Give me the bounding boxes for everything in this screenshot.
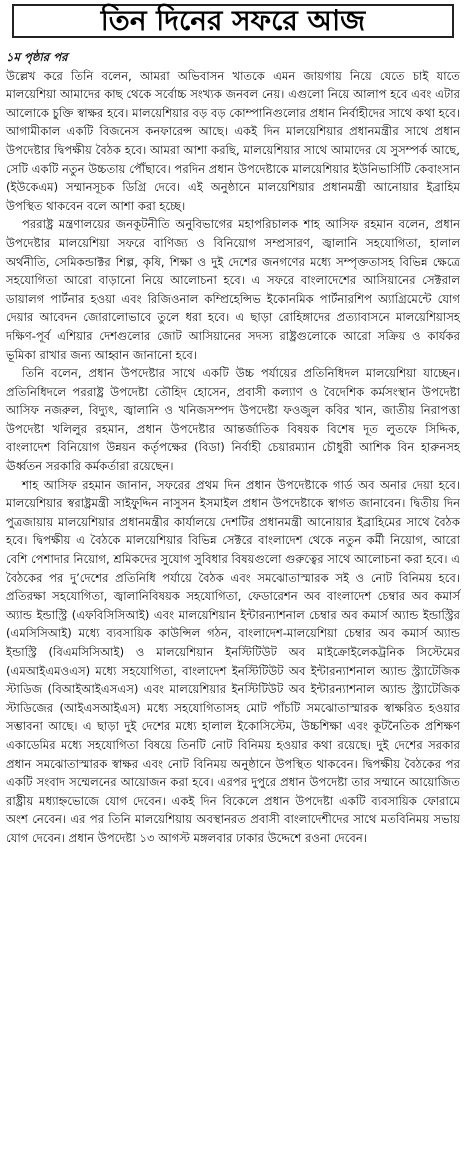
headline: তিন দিনের সফরে আজ <box>100 4 366 37</box>
article-paragraph: তিনি বলেন, প্রধান উপদেষ্টার সাথে একটি উচ্চ পর্যায়ের প্রতিনিধিদল মালয়েশিয়া যাচ্ছেন। প্রতিনিধিদলে পররাষ্ট্র উপদেষ্টা তৌহিদ হোসেন, প্রবাসী কল্যাণ ও বৈদেশিক কর্মসংস্থান উপদেষ্টা আসিফ নজরুল, বিদ্যুৎ, জ্বালানি ও খনিজসম্পদ উপদেষ্টা ফওজুল কবির খান, জাতীয় নিরাপত্তা উপদেষ্টা খলিলুর রহমান, প্রধান উপদেষ্টার আন্তর্জাতিক বিষয়ক বিশেষ দূত লুতফে সিদ্দিক, বাংলাদেশ বিনিয়োগ উন্নয়ন কর্তৃপক্ষের (বিডা) নির্বাহী চেয়ারম্যান চৌধুরী আশিক বিন হারুনসহ ঊর্ধ্বতন সরকারি কর্মকর্তারা রয়েছেন। <box>6 366 460 474</box>
article-paragraph <box>6 48 460 215</box>
paragraph-text: উল্লেখ করে তিনি বলেন, আমরা অভিবাসন খাতকে এমন জায়গায় নিয়ে যেতে চাই যাতে মালয়েশিয়া আমাদের কাছ থেকে সর্বোচ্চ সংখ্যক জনবল নেয়। এগুলো নিয়ে আলাপ হবে এবং এটার আলোকে চুক্তি স্বাক্ষর হবে। মালয়েশিয়ার বড় বড় কোম্পানিগুলোর প্রধান নির্বাহীদের সাথে কথা হবে। আগামীকাল একটি বিজনেস কনফারেন্স আছে। একই দিন মালয়েশিয়ার প্রধানমন্ত্রীর সাথে প্রধান উপদেষ্টার দ্বিপক্ষীয় বৈঠক হবে। আমরা আশা করছি, মালয়েশিয়ার সাথে আমাদের যে সুসম্পর্ক আছে, সেটি একটি নতুন উচ্চতায় পৌঁছাবে। পরদিন প্রধান উপদেষ্টাকে মালয়েশিয়ার ইউনিভার্সিটি কেবাংসান (ইউকেএম) সম্মানসূচক ডিগ্রি দেবে। এই অনুষ্ঠানে মালয়েশিয়ার প্রধানমন্ত্রী আনোয়ার ইব্রাহিম উপস্থিত থাকবেন বলে আশা করা হচ্ছে। <box>6 68 460 213</box>
article-paragraph: পররাষ্ট্র মন্ত্রণালয়ের জনকূটনীতি অনুবিভাগের মহাপরিচালক শাহ আসিফ রহমান বলেন, প্রধান উপদেষ্টার মালয়েশিয়া সফরে বাণিজ্য ও বিনিয়োগ সম্প্রসারণ, জ্বালানি সহযোগিতা, হালাল অর্থনীতি, সেমিকন্ডাক্টর শিল্প, কৃষি, শিক্ষা ও দুই দেশের জনগণের মধ্যে সম্পৃক্ততাসহ বিভিন্ন ক্ষেত্রে সহযোগিতা আরো বাড়ানো নিয়ে আলোচনা হবে। এ সফরে বাংলাদেশের আসিয়ানের সেক্টরাল ডায়ালগ পার্টনার হওয়া এবং রিজিওনাল কম্প্রিহেন্সিভ ইকোনমিক পার্টনারশিপ অ্যাগ্রিমেন্টে যোগ দেয়ার আবেদন জোরালোভাবে তুলে ধরা হবে। এ ছাড়া রোহিঙ্গাদের প্রত্যাবাসনে মালয়েশিয়াসহ দক্ষিণ-পূর্ব এশিয়ার দেশগুলোর জোট আসিয়ানের সদস্য রাষ্ট্রগুলোকে আরো সক্রিয় ও কার্যকর ভূমিকা রাখার জন্য আহ্বান জানানো হবে। <box>6 217 460 362</box>
headline-box <box>12 4 454 38</box>
continued-from-label: ১ম পৃষ্ঠার পর <box>6 50 68 64</box>
article-paragraph: শাহ আসিফ রহমান জানান, সফরের প্রথম দিন প্রধান উপদেষ্টাকে গার্ড অব অনার দেয়া হবে। মালয়েশিয়ার স্বরাষ্ট্রমন্ত্রী সাইফুদ্দিন নাসুসন ইসমাইল প্রধান উপদেষ্টাকে স্বাগত জানাবেন। দ্বিতীয় দিন পুত্রজায়ায় মালয়েশিয়ার প্রধানমন্ত্রীর কার্যালয়ে দেশটির প্রধানমন্ত্রী আনোয়ার ইব্রাহিমের সাথে বৈঠক হবে। দ্বিপক্ষীয় এ বৈঠকে মালয়েশিয়ার বিভিন্ন সেক্টরে বাংলাদেশ থেকে নতুন কর্মী নিয়োগ, আরো বেশি পেশাদার নিয়োগ, শ্রমিকদের সুযোগ সুবিধার বিষয়গুলো গুরুত্বের সাথে আলোচনা করা হবে। এ বৈঠকের পর দু’দেশের প্রতিনিধি পর্যায়ে বৈঠক এবং সমঝোতাস্মারক সই ও নোট বিনিময় হবে। প্রতিরক্ষা সহযোগিতা, জ্বালানিবিষয়ক সহযোগিতা, ফেডারেশন অব বাংলাদেশ চেম্বার অব কমার্স অ্যান্ড ইন্ডাস্ট্রি (এফবিসিসিআই) এবং মালয়েশিয়ান ইন্টারন্যাশনাল চেম্বার অব কমার্স অ্যান্ড ইন্ডাস্ট্রির (এমসিসিআই) মধ্যে ব্যবসায়িক কাউন্সিল গঠন, বাংলাদেশ-মালয়েশিয়া চেম্বার অব কমার্স অ্যান্ড ইন্ডাস্ট্রি (বিএমসিসিআই) ও মালয়েশিয়ান ইনস্টিটিউট অব মাইক্রোইলেকট্রনিক সিস্টেমের (এমআইএমওএস) মধ্যে সহযোগিতা, বাংলাদেশ ইনস্টিটিউট অব ইন্টারন্যাশনাল অ্যান্ড স্ট্র্যাটেজিক স্টাডিজ (বিআইআইএসএস) এবং মালয়েশিয়ার ইনস্টিটিউট অব ইন্টারন্যাশনাল অ্যান্ড স্ট্র্যাটেজিক স্টাডিজের (আইএসআইএস) মধ্যে সহযোগিতাসহ মোট পাঁচটি সমঝোতাস্মারক স্বাক্ষরিত হওয়ার সম্ভাবনা আছে। এ ছাড়া দুই দেশের মধ্যে হালাল ইকোসিস্টেম, উচ্চশিক্ষা এবং কূটনৈতিক প্রশিক্ষণ একাডেমির মধ্যে সহযোগিতা বিষয়ে তিনটি নোট বিনিময় হওয়ার কথা রয়েছে। দুই দেশের সরকার প্রধান সমঝোতাস্মারক স্বাক্ষর এবং নোট বিনিময় অনুষ্ঠানে উপস্থিত থাকবেন। দ্বিপক্ষীয় বৈঠকের পর একটি সংবাদ সম্মেলনের আয়োজন করা হবে। এরপর দুপুরে প্রধান উপদেষ্টা তার সম্মানে আয়োজিত রাষ্ট্রীয় মধ্যাহ্নভোজে যোগ দেবেন। একই দিন বিকেলে প্রধান উপদেষ্টা একটি ব্যবসায়িক ফোরামে অংশ নেবেন। এর পর তিনি মালয়েশিয়ায় অবস্থানরত প্রবাসী বাংলাদেশীদের সাথে মতবিনিময় সভায় যোগ দেবেন। প্রধান উপদেষ্টা ১৩ আগস্ট মঙ্গলবার ঢাকার উদ্দেশে রওনা দেবেন। <box>6 477 460 845</box>
article-body <box>6 48 460 848</box>
